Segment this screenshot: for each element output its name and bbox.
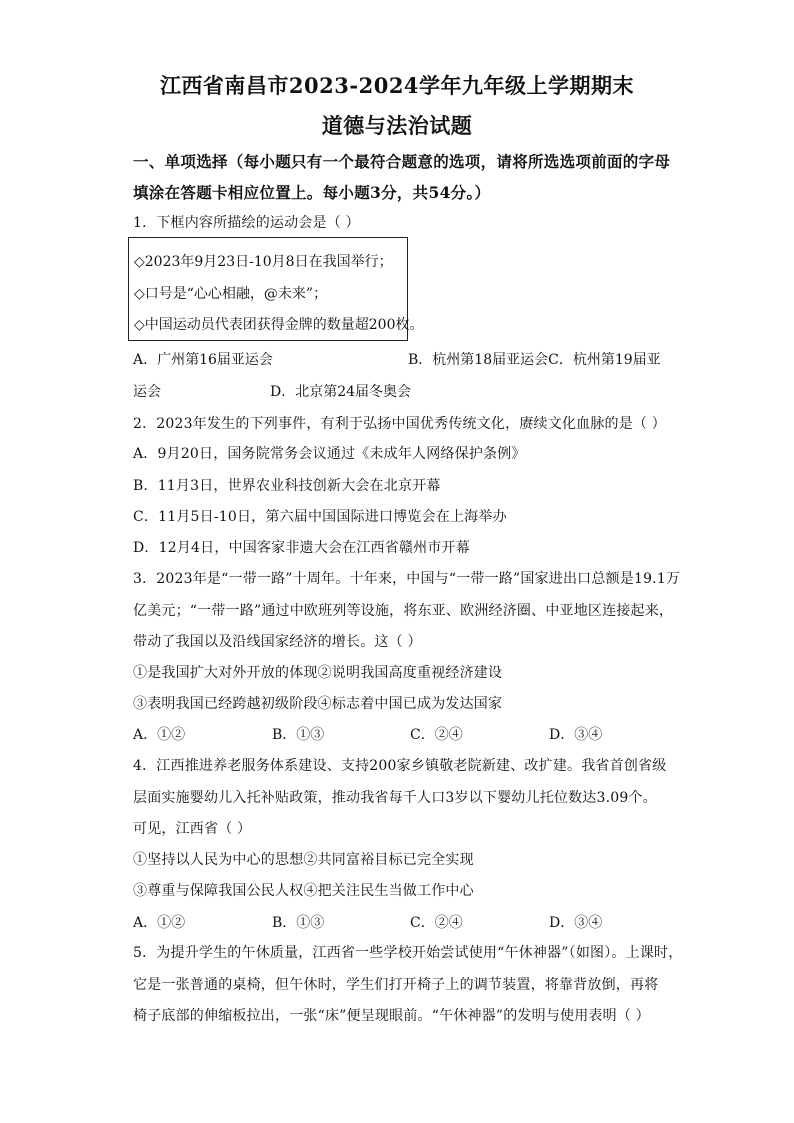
question-1-info-box xyxy=(128,237,424,341)
question-3-stem-line: 3．2023年是“一带一路”十周年。十年来，中国与“一带一路”国家进出口总额是19.1万 xyxy=(133,571,681,587)
question-4-option-a: A．①② xyxy=(133,915,186,931)
question-3-option-c: C．②④ xyxy=(410,727,463,743)
question-4-option-b: B．①③ xyxy=(272,915,325,931)
question-3-items-line: ①是我国扩大对外开放的体现②说明我国高度重视经济建设 xyxy=(133,665,503,681)
info-box-line: ◇2023年9月23日-10月8日在我国举行； xyxy=(134,254,393,270)
question-5-stem-line: 它是一张普通的桌椅，但午休时，学生们打开椅子上的调节装置，将靠背放倒，再将 xyxy=(133,977,659,993)
exam-subtitle: 道德与法治试题 xyxy=(321,113,473,138)
question-4-stem-line: 可见，江西省（ ） xyxy=(133,821,252,837)
question-2-option-b: B．11月3日，世界农业科技创新大会在北京开幕 xyxy=(133,478,441,494)
question-2-option-c: C．11月5日-10日，第六届中国国际进口博览会在上海举办 xyxy=(133,509,507,525)
question-5-stem-line: 椅子底部的伸缩板拉出，一张“床”便呈现眼前。“午休神器”的发明与使用表明（ ） xyxy=(133,1008,650,1024)
question-1-option-a: A．广州第16届亚运会 xyxy=(133,352,273,368)
question-3-option-b: B．①③ xyxy=(272,727,325,743)
info-box-line: ◇中国运动员代表团获得金牌的数量超200枚。 xyxy=(134,317,424,333)
section-heading: 一、单项选择（每小题只有一个最符合题意的选项，请将所选选项前面的字母填涂在答题卡相应位置上。每小题3分，共54分。） xyxy=(133,152,671,202)
exam-title: 江西省南昌市2023-2024学年九年级上学期期末 xyxy=(159,73,635,98)
question-1-option-b-c: B．杭州第18届亚运会C．杭州第19届亚 xyxy=(408,352,661,368)
question-5-stem-line: 5．为提升学生的午休质量，江西省一些学校开始尝试使用“午休神器”（如图）。上课时， xyxy=(133,945,683,961)
question-4-option-d: D．③④ xyxy=(549,915,603,931)
question-2-option-a: A．9月20日，国务院常务会议通过《未成年人网络保护条例》 xyxy=(133,446,526,462)
question-4-items-line: ③尊重与保障我国公民人权④把关注民生当做工作中心 xyxy=(133,883,474,899)
question-4-items-line: ①坚持以人民为中心的思想②共同富裕目标已完全实现 xyxy=(133,852,474,868)
question-4-stem-line: 层面实施婴幼儿入托补贴政策，推动我省每千人口3岁以下婴幼儿托位数达3.09个。 xyxy=(133,790,657,806)
question-3-option-d: D．③④ xyxy=(549,727,603,743)
question-3-items-line: ③表明我国已经跨越初级阶段④标志着中国已成为发达国家 xyxy=(133,696,503,712)
question-2-option-d: D．12月4日，中国客家非遗大会在江西省赣州市开幕 xyxy=(133,540,470,556)
question-1-option-d: D．北京第24届冬奥会 xyxy=(270,384,412,400)
question-3-stem-line: 亿美元；“一带一路”通过中欧班列等设施，将东亚、欧洲经济圈、中亚地区连接起来， xyxy=(133,603,674,619)
question-3-stem-line: 带动了我国以及沿线国家经济的增长。这（ ） xyxy=(133,634,422,650)
info-box-line: ◇口号是“心心相融，@未来”； xyxy=(134,286,328,302)
question-1-stem: 1．下框内容所描绘的运动会是（ ） xyxy=(133,215,360,231)
question-1-option-c-end: 运会 xyxy=(133,384,161,400)
question-2-stem: 2．2023年发生的下列事件，有利于弘扬中国优秀传统文化，赓续文化血脉的是（ ） xyxy=(133,416,666,432)
question-4-stem-line: 4．江西推进养老服务体系建设、支持200家乡镇敬老院新建、改扩建。我省首创省级 xyxy=(133,758,667,774)
question-3-option-a: A．①② xyxy=(133,727,186,743)
question-4-option-c: C．②④ xyxy=(410,915,463,931)
